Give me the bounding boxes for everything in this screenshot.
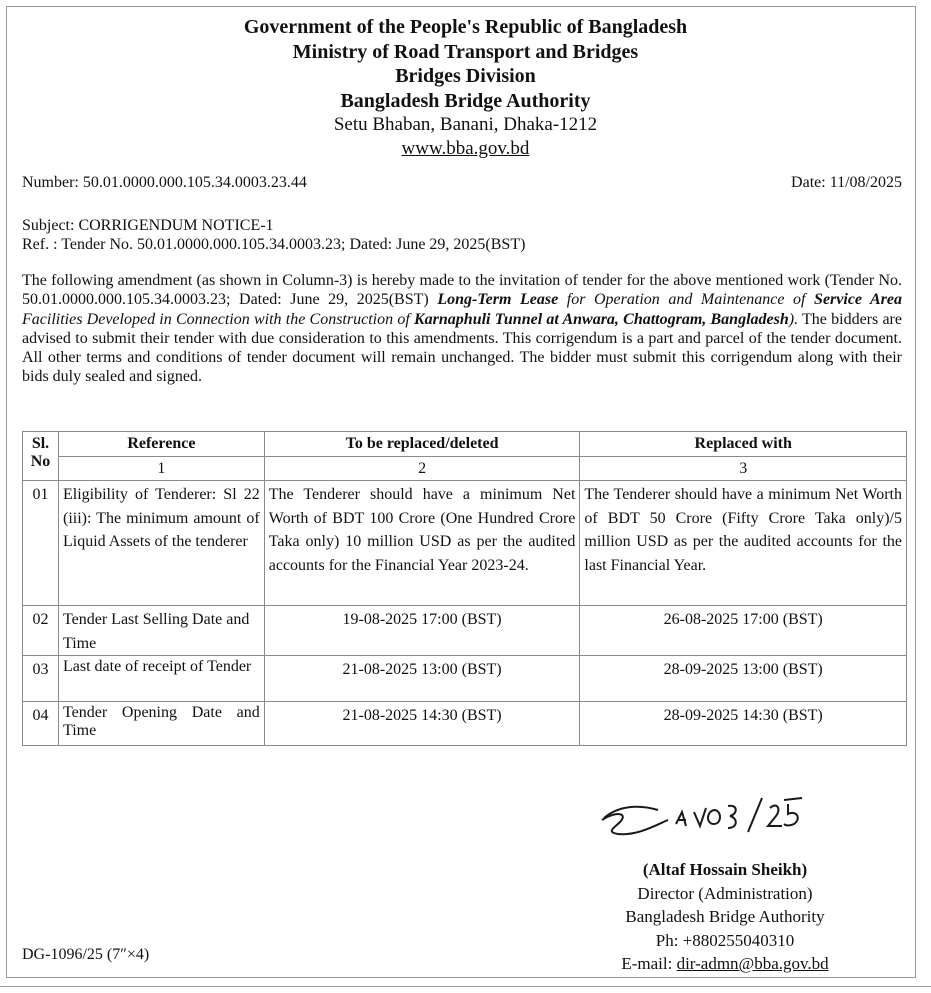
- ministry-title: Ministry of Road Transport and Bridges: [292, 40, 639, 63]
- authority-title: Bangladesh Bridge Authority: [340, 89, 591, 112]
- row-old-value: 19-08-2025 17:00 (BST): [264, 606, 580, 656]
- amendment-table: [22, 431, 907, 746]
- table-row: [23, 481, 907, 606]
- signatory-phone: Ph: +880255040310: [655, 930, 795, 950]
- subject-block: [22, 216, 525, 254]
- col-header-replaced-with: Replaced with: [580, 432, 907, 457]
- para-text-2: The bidders are advised to submit their tender with due consideration to this amendments. This corrigendum is a part and parcel of the tender document. All other terms and conditions of tender document will remain unchanged. The bidder must submit this corrigendum along with their bids duly sealed and signed.: [22, 310, 902, 386]
- notice-date: Date: 11/08/2025: [791, 174, 902, 191]
- signatory-name: (Altaf Hossain Sheikh): [642, 860, 808, 879]
- para-project-5: Karnaphuli Tunnel at Anwara, Chattogram, Bangladesh: [414, 310, 789, 328]
- row-new-value: 28-09-2025 14:30 (BST): [580, 702, 907, 746]
- row-reference: Last date of receipt of Tender: [58, 656, 264, 702]
- table-row: [23, 656, 907, 702]
- col-header-sl: Sl. No: [23, 432, 59, 481]
- ref-line: Ref. : Tender No. 50.01.0000.000.105.34.0003.23; Dated: June 29, 2025(BST): [22, 236, 526, 253]
- col-number-1: 1: [58, 456, 264, 481]
- row-reference: Eligibility of Tenderer: Sl 22 (iii): The minimum amount of Liquid Assets of the tenderer: [58, 481, 264, 606]
- table-row: [23, 606, 907, 656]
- para-text-1: The following amendment (as shown in Column-3) is hereby made to the invitation of tender for the above mentioned work (Tender No. 50.01.0000.000.105.34.0003.23; Dated: June 29, 2025(BST): [22, 272, 902, 309]
- signatory-org: Bangladesh Bridge Authority: [625, 907, 825, 926]
- para-project-2: for Operation and Maintenance of: [558, 291, 815, 309]
- table-header-row: [23, 432, 907, 457]
- row-new-value: The Tenderer should have a minimum Net Worth of BDT 50 Crore (Fifty Crore Taka only)/5 million USD as per the audited accounts for the last Financial Year.: [580, 481, 907, 606]
- footer-code: DG-1096/25 (7″×4): [22, 946, 150, 963]
- row-reference: Tender Last Selling Date and Time: [58, 606, 264, 656]
- row-old-value: The Tenderer should have a minimum Net Worth of BDT 100 Crore (One Hundred Crore Taka only) 10 million USD as per the audited accounts for the Financial Year 2023-24.: [264, 481, 580, 606]
- subject-line: Subject: CORRIGENDUM NOTICE-1: [22, 217, 274, 234]
- letterhead: [0, 15, 931, 161]
- row-new-value: 28-09-2025 13:00 (BST): [580, 656, 907, 702]
- govt-title: Government of the People's Republic of Bangladesh: [243, 16, 688, 38]
- reference-number: Number: 50.01.0000.000.105.34.0003.23.44: [22, 174, 307, 191]
- email-label: E-mail:: [621, 954, 677, 973]
- row-reference: Tender Opening Date and Time: [58, 702, 264, 746]
- signatory-title: Director (Administration): [637, 883, 813, 903]
- col-number-3: 3: [580, 456, 907, 481]
- email-link[interactable]: dir-admn@bba.gov.bd: [676, 954, 829, 973]
- para-project-3: Service Area: [814, 291, 903, 309]
- col-number-2: 2: [264, 456, 580, 481]
- bottom-divider: [0, 986, 931, 987]
- signature-block: [590, 858, 860, 976]
- row-sl: 02: [23, 606, 59, 656]
- row-old-value: 21-08-2025 13:00 (BST): [264, 656, 580, 702]
- handwritten-signature: [598, 790, 828, 848]
- website-link[interactable]: www.bba.gov.bd: [401, 138, 530, 159]
- row-old-value: 21-08-2025 14:30 (BST): [264, 702, 580, 746]
- body-paragraph: [22, 271, 902, 387]
- table-colnum-row: [23, 456, 907, 481]
- division-title: Bridges Division: [395, 65, 536, 87]
- signatory-email-line: [590, 952, 860, 976]
- para-project-4: Facilities Developed in Connection with the Construction of: [22, 310, 414, 328]
- table-row: [23, 702, 907, 746]
- row-sl: 03: [23, 656, 59, 702]
- para-project-6: ).: [788, 310, 799, 328]
- address: Setu Bhaban, Banani, Dhaka-1212: [333, 114, 598, 135]
- col-header-reference: Reference: [58, 432, 264, 457]
- row-new-value: 26-08-2025 17:00 (BST): [580, 606, 907, 656]
- col-header-replaced: To be replaced/deleted: [264, 432, 580, 457]
- row-sl: 04: [23, 702, 59, 746]
- para-project-1: Long-Term Lease: [437, 291, 559, 309]
- row-sl: 01: [23, 481, 59, 606]
